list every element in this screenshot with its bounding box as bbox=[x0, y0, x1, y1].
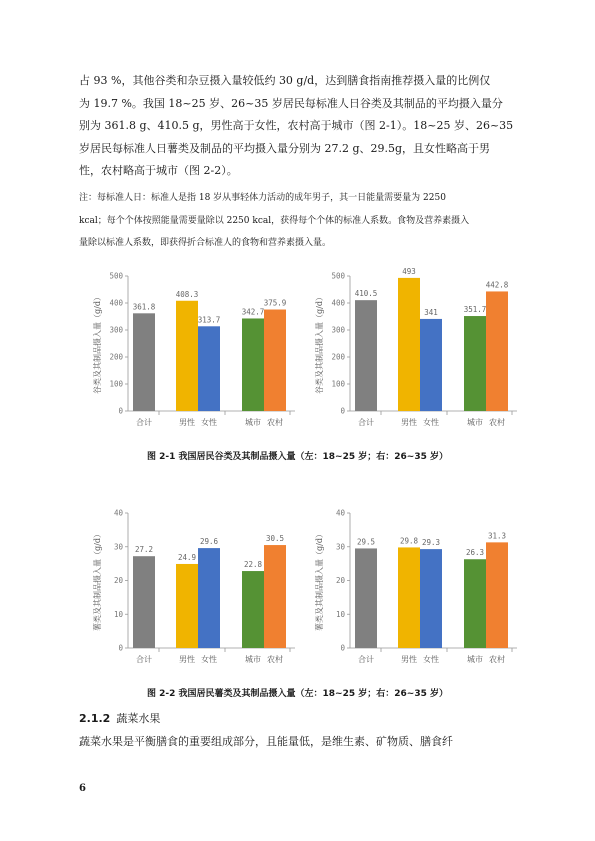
bar-value-label: 493 bbox=[402, 266, 416, 276]
note-line: 量除以标准人系数，即获得折合标准人的食物和营养素摄入量。 bbox=[79, 238, 332, 248]
y-tick-label: 200 bbox=[331, 352, 345, 362]
paragraph-line: 别为 361.8 g、410.5 g，男性高于女性，农村高于城市（图 2-1）。18~25 岁、26~35 bbox=[79, 119, 514, 132]
category-label: 女性 bbox=[423, 418, 439, 427]
category-label: 女性 bbox=[201, 655, 217, 664]
category-label: 农村 bbox=[489, 418, 505, 427]
paragraph-line: 为 19.7 %。我国 18~25 岁、26~35 岁居民每标准人日谷类及其制品的平均摄入量分 bbox=[79, 96, 503, 110]
y-tick-label: 300 bbox=[331, 325, 345, 335]
note-line: 注：每标准人日：标准人是指 18 岁从事轻体力活动的成年男子，其一日能量需要量为 2250 bbox=[79, 193, 446, 203]
bar-rural bbox=[264, 310, 286, 411]
y-tick-label: 20 bbox=[113, 576, 123, 585]
section-title: 蔬菜水果 bbox=[116, 712, 161, 725]
category-label: 合计 bbox=[358, 655, 374, 664]
category-label: 男性 bbox=[401, 655, 417, 664]
bar-value-label: 342.7 bbox=[241, 307, 265, 317]
y-tick-label: 400 bbox=[331, 298, 345, 308]
y-tick-label: 300 bbox=[109, 325, 123, 335]
bar-value-label: 341 bbox=[424, 307, 438, 317]
section-heading bbox=[79, 710, 160, 726]
category-label: 女性 bbox=[423, 655, 439, 664]
bar-rural bbox=[486, 542, 508, 648]
bar-value-label: 31.3 bbox=[487, 531, 507, 541]
bar-female bbox=[420, 549, 442, 648]
bar-value-label: 27.2 bbox=[134, 545, 154, 555]
bar-value-label: 351.7 bbox=[463, 305, 487, 315]
y-axis-label: 薯类及其制品摄入量（g/d） bbox=[315, 530, 324, 631]
bar-male bbox=[176, 301, 198, 411]
category-label: 女性 bbox=[201, 418, 217, 427]
body-paragraph-start: 蔬菜水果是平衡膳食的重要组成部分，且能量低，是维生素、矿物质、膳食纤 bbox=[79, 735, 453, 748]
chart-svg bbox=[312, 268, 527, 436]
page-number: 6 bbox=[79, 783, 86, 794]
bar-male bbox=[398, 278, 420, 411]
y-tick-label: 100 bbox=[109, 379, 123, 389]
y-tick-label: 40 bbox=[113, 508, 123, 518]
bar-value-label: 26.3 bbox=[465, 548, 485, 558]
figure-caption-2-2: 图 2-2 我国居民薯类及其制品摄入量（左：18~25 岁；右：26~35 岁） bbox=[147, 689, 448, 699]
category-label: 城市 bbox=[245, 418, 261, 427]
body-paragraph bbox=[79, 70, 515, 183]
chart-svg bbox=[312, 505, 527, 673]
note-line: kcal；每个个体按照能量需要量除以 2250 kcal，获得每个个体的标准人系数。食物及营养素摄入 bbox=[79, 215, 470, 226]
bar-value-label: 24.9 bbox=[177, 552, 197, 562]
bar-value-label: 29.6 bbox=[199, 537, 219, 547]
category-label: 农村 bbox=[489, 655, 505, 664]
bar-value-label: 29.3 bbox=[421, 538, 441, 548]
bar-value-label: 30.5 bbox=[265, 534, 285, 544]
bar-urban bbox=[242, 571, 264, 648]
bar-female bbox=[198, 548, 220, 648]
paragraph-line: 占 93 %，其他谷类和杂豆摄入量较低约 30 g/d，达到膳食指南推荐摄入量的比例仅 bbox=[79, 74, 491, 87]
y-tick-label: 200 bbox=[109, 352, 123, 362]
category-label: 农村 bbox=[267, 655, 283, 664]
y-tick-label: 0 bbox=[340, 406, 345, 416]
y-tick-label: 0 bbox=[118, 643, 123, 653]
standard-person-note bbox=[79, 187, 515, 255]
bar-total bbox=[133, 556, 155, 648]
y-tick-label: 500 bbox=[331, 271, 345, 281]
section-number: 2.1.2 bbox=[79, 712, 111, 725]
category-label: 合计 bbox=[136, 655, 152, 664]
bar-value-label: 442.8 bbox=[485, 280, 509, 290]
bar-value-label: 313.7 bbox=[197, 315, 221, 325]
chart-svg bbox=[90, 505, 305, 673]
y-tick-label: 10 bbox=[335, 609, 345, 619]
bar-total bbox=[133, 313, 155, 411]
bar-rural bbox=[264, 545, 286, 648]
y-tick-label: 40 bbox=[335, 508, 345, 518]
tuber-chart-26-35 bbox=[312, 505, 527, 673]
bar-urban bbox=[242, 318, 264, 411]
bar-male bbox=[176, 564, 198, 648]
category-label: 城市 bbox=[467, 655, 483, 664]
category-label: 男性 bbox=[401, 418, 417, 427]
bar-female bbox=[198, 326, 220, 411]
bar-value-label: 361.8 bbox=[132, 302, 156, 312]
cereal-chart-26-35 bbox=[312, 268, 527, 436]
y-tick-label: 10 bbox=[113, 609, 123, 619]
y-axis-label: 薯类及其制品摄入量（g/d） bbox=[93, 530, 102, 631]
bar-value-label: 408.3 bbox=[175, 289, 199, 299]
figure-caption-2-1: 图 2-1 我国居民谷类及其制品摄入量（左：18~25 岁；右：26~35 岁） bbox=[147, 452, 448, 462]
bar-value-label: 22.8 bbox=[243, 560, 263, 570]
paragraph-line: 岁居民每标准人日薯类及制品的平均摄入量分别为 27.2 g、29.5g，且女性略高于男 bbox=[79, 141, 491, 155]
y-tick-label: 400 bbox=[109, 298, 123, 308]
y-tick-label: 0 bbox=[340, 643, 345, 653]
bar-urban bbox=[464, 559, 486, 648]
category-label: 农村 bbox=[267, 418, 283, 427]
bar-value-label: 375.9 bbox=[263, 298, 287, 308]
y-axis-label: 谷类及其制品摄入量（g/d） bbox=[93, 293, 102, 394]
y-tick-label: 100 bbox=[331, 379, 345, 389]
category-label: 合计 bbox=[136, 418, 152, 427]
paragraph-line: 性，农村略高于城市（图 2-2）。 bbox=[79, 164, 238, 177]
bar-value-label: 29.8 bbox=[399, 536, 419, 546]
y-tick-label: 30 bbox=[113, 542, 123, 552]
bar-total bbox=[355, 548, 377, 648]
y-tick-label: 30 bbox=[335, 542, 345, 552]
bar-male bbox=[398, 547, 420, 648]
bar-female bbox=[420, 319, 442, 411]
category-label: 男性 bbox=[179, 418, 195, 427]
category-label: 合计 bbox=[358, 418, 374, 427]
chart-svg bbox=[90, 268, 305, 436]
y-tick-label: 0 bbox=[118, 406, 123, 416]
bar-urban bbox=[464, 316, 486, 411]
bar-total bbox=[355, 300, 377, 411]
tuber-chart-18-25 bbox=[90, 505, 305, 673]
bar-rural bbox=[486, 291, 508, 411]
category-label: 城市 bbox=[245, 655, 261, 664]
bar-value-label: 29.5 bbox=[356, 537, 376, 547]
cereal-chart-18-25 bbox=[90, 268, 305, 436]
y-tick-label: 500 bbox=[109, 271, 123, 281]
y-tick-label: 20 bbox=[335, 576, 345, 585]
y-axis-label: 谷类及其制品摄入量（g/d） bbox=[315, 293, 324, 394]
bar-value-label: 410.5 bbox=[354, 289, 378, 299]
category-label: 城市 bbox=[467, 418, 483, 427]
category-label: 男性 bbox=[179, 655, 195, 664]
